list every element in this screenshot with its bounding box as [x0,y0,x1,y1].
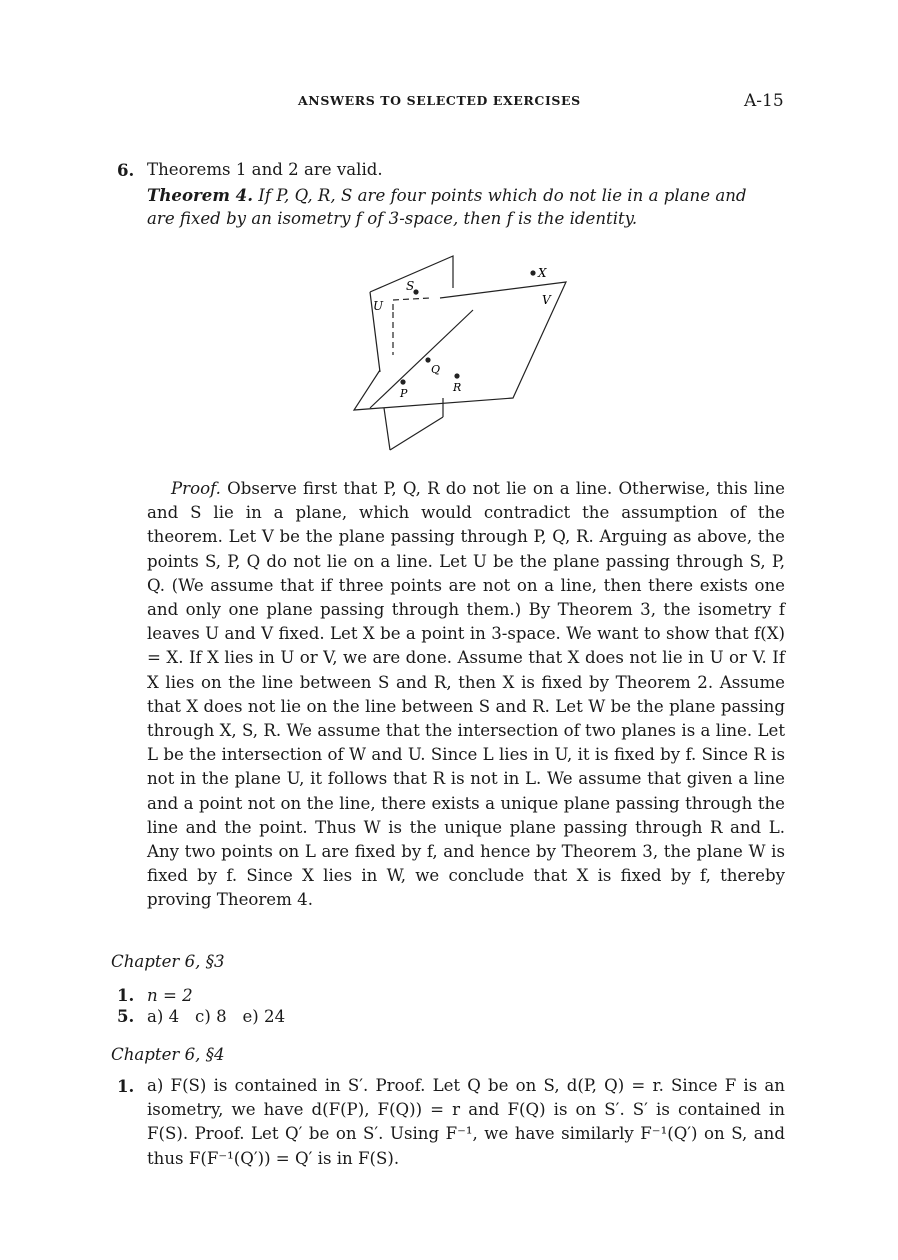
proof-label: Proof. [171,479,221,498]
point-p [400,379,405,384]
plane-u-lower-left-edge [384,408,390,450]
section-3-heading: Chapter 6, §3 [111,952,225,971]
list-item-number: 1. [117,1076,135,1096]
running-title: ANSWERS TO SELECTED EXERCISES [298,93,581,108]
exercise-number: 6. [117,160,135,180]
point-q [425,357,430,362]
proof-paragraph [147,477,785,913]
label-q: Q [431,363,441,376]
list-item: 1. n = 2 [117,985,193,1005]
point-r [454,373,459,378]
point-x [530,270,535,275]
label-s: S [406,279,415,293]
label-r: R [453,381,462,394]
theorem-text-1: If P, Q, R, S are four points which do not lie in a plane and [258,186,747,205]
list-item: 5. a) 4 c) 8 e) 24 [117,1006,286,1026]
plane-u-hidden-edge [393,298,430,310]
proof-text: Observe first that P, Q, R do not lie on a line. Otherwise, this line and S lie in a plane, which would contradict the assumption of the theorem. Let V be the plane passing through P, Q, R. Arguing as above, the points S, P, Q do not lie on a line. Let U be the plane passing through S, P, Q. (We assume that if three points are not on a line, then there exists one and only one plane passing through them.) By Theorem 3, the isometry f leaves U and V fixed. Let X be a point in 3-space. We want to show that f(X) = X. If X lies in U or V, we are done. Assume that X does not lie in U or V. If X lies on the line between S and R, then X is fixed by Theorem 2. Assume that X does not lie on the line between S and R. Let W be the plane passing through X, S, R. We assume that the intersection of two planes is a line. Let L be the intersection of W and U. Since L lies in U, it is fixed by f. Since R is not in the plane U, it follows that R is not in L. We assume that given a line and a point not on the line, there exists a unique plane passing through the line and the point. Thus W is the unique plane passing through R and L. Any two points on L are fixed by f, and hence by Theorem 3, the plane W is fixed by f. Since X lies in W, we conclude that X is fixed by f, thereby proving Theorem 4. [147,479,785,910]
label-v: V [542,293,551,307]
label-u: U [373,299,384,313]
list-item-answer: a) F(S) is contained in S′. Proof. Let Q be on S, d(P, Q) = r. Since F is an isometry, we have d(F(P), F(Q)) = r and F(Q) is on S′. S′ is contained in F(S). Proof. Let Q′ be on S′. Using F⁻¹, we have similarly F⁻¹(Q′) on S, and thus F(F⁻¹(Q′)) = Q′ is in F(S). [147,1076,785,1168]
label-x: X [538,266,547,280]
running-header [0,91,898,111]
exercise-6-statement: Theorems 1 and 2 are valid. [147,160,383,179]
section-4-heading: Chapter 6, §4 [111,1045,225,1064]
theorem-label: Theorem 4. [147,185,253,205]
planes-figure [340,250,580,470]
page-number: A-15 [744,91,784,111]
theorem-4-line-1 [147,185,747,206]
theorem-4-line-2: are fixed by an isometry f of 3-space, then f is the identity. [147,209,638,228]
plane-u-bottom-edge [390,417,443,450]
exercise-6-line [117,160,134,181]
label-p: P [400,387,408,400]
